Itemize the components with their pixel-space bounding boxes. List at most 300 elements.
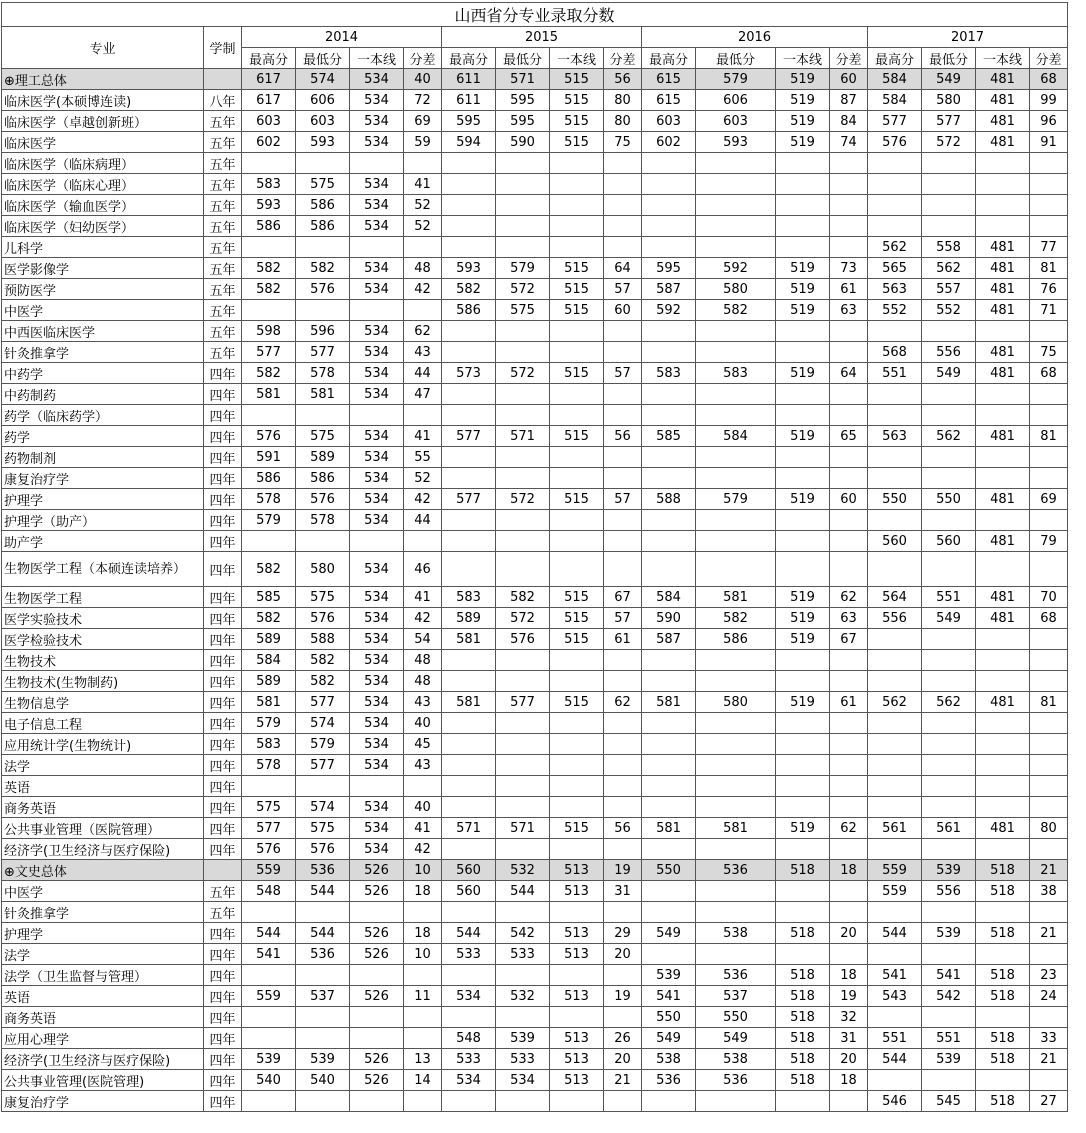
score-cell-2017-score-diff bbox=[1030, 1007, 1068, 1028]
score-cell-2015-max-score: 577 bbox=[442, 489, 496, 510]
score-cell-2014-score-diff: 42 bbox=[404, 608, 442, 629]
score-cell-2015-max-score bbox=[442, 384, 496, 405]
duration-cell: 四年 bbox=[204, 818, 242, 839]
score-cell-2014-max-score: 589 bbox=[242, 671, 296, 692]
score-cell-2016-score-diff: 73 bbox=[830, 258, 868, 279]
score-cell-2014-score-diff: 41 bbox=[404, 818, 442, 839]
duration-cell: 四年 bbox=[204, 552, 242, 587]
score-cell-2015-tier1-line: 513 bbox=[550, 944, 604, 965]
score-cell-2014-score-diff: 10 bbox=[404, 944, 442, 965]
duration-cell: 四年 bbox=[204, 447, 242, 468]
score-cell-2015-max-score: 544 bbox=[442, 923, 496, 944]
score-cell-2015-max-score bbox=[442, 965, 496, 986]
table-row bbox=[2, 881, 1068, 902]
score-cell-2014-max-score bbox=[242, 776, 296, 797]
score-cell-2016-max-score bbox=[642, 776, 696, 797]
duration-cell: 五年 bbox=[204, 300, 242, 321]
metric-header-min-score: 最低分 bbox=[922, 48, 976, 69]
score-cell-2015-max-score bbox=[442, 321, 496, 342]
score-cell-2014-tier1-line: 534 bbox=[350, 258, 404, 279]
score-cell-2016-tier1-line: 518 bbox=[776, 1007, 830, 1028]
score-cell-2015-tier1-line bbox=[550, 902, 604, 923]
duration-cell bbox=[204, 860, 242, 881]
major-cell: 经济学(卫生经济与医疗保险) bbox=[2, 1049, 204, 1070]
score-cell-2016-score-diff bbox=[830, 384, 868, 405]
score-cell-2015-max-score bbox=[442, 531, 496, 552]
score-cell-2014-min-score bbox=[296, 965, 350, 986]
score-cell-2017-tier1-line bbox=[976, 944, 1030, 965]
year-header-2015: 2015 bbox=[442, 27, 642, 48]
score-cell-2017-min-score: 549 bbox=[922, 608, 976, 629]
score-cell-2014-max-score: 576 bbox=[242, 839, 296, 860]
score-cell-2014-min-score: 577 bbox=[296, 342, 350, 363]
score-cell-2017-max-score: 576 bbox=[868, 132, 922, 153]
score-cell-2016-max-score: 590 bbox=[642, 608, 696, 629]
score-cell-2017-score-diff bbox=[1030, 671, 1068, 692]
score-cell-2015-score-diff bbox=[604, 797, 642, 818]
score-cell-2014-min-score: 593 bbox=[296, 132, 350, 153]
score-cell-2016-max-score: 583 bbox=[642, 363, 696, 384]
score-cell-2017-tier1-line: 481 bbox=[976, 258, 1030, 279]
score-cell-2017-max-score: 543 bbox=[868, 986, 922, 1007]
score-cell-2017-max-score: 560 bbox=[868, 531, 922, 552]
metric-header-score-diff: 分差 bbox=[1030, 48, 1068, 69]
score-cell-2014-tier1-line: 534 bbox=[350, 797, 404, 818]
score-cell-2017-tier1-line bbox=[976, 797, 1030, 818]
score-cell-2016-score-diff: 67 bbox=[830, 629, 868, 650]
score-cell-2016-min-score bbox=[696, 153, 776, 174]
score-cell-2016-tier1-line bbox=[776, 384, 830, 405]
score-cell-2014-max-score bbox=[242, 405, 296, 426]
score-cell-2017-max-score bbox=[868, 447, 922, 468]
major-cell: 针灸推拿学 bbox=[2, 902, 204, 923]
score-cell-2016-tier1-line: 518 bbox=[776, 1028, 830, 1049]
score-cell-2014-min-score: 582 bbox=[296, 258, 350, 279]
table-row bbox=[2, 650, 1068, 671]
score-cell-2015-max-score bbox=[442, 237, 496, 258]
score-cell-2017-score-diff: 81 bbox=[1030, 258, 1068, 279]
major-cell: 针灸推拿学 bbox=[2, 342, 204, 363]
score-cell-2017-tier1-line: 481 bbox=[976, 818, 1030, 839]
major-cell: 医学影像学 bbox=[2, 258, 204, 279]
score-cell-2014-tier1-line: 534 bbox=[350, 426, 404, 447]
table-row bbox=[2, 174, 1068, 195]
score-cell-2015-max-score: 583 bbox=[442, 587, 496, 608]
score-cell-2014-tier1-line: 534 bbox=[350, 69, 404, 90]
table-row bbox=[2, 671, 1068, 692]
score-cell-2014-min-score: 586 bbox=[296, 216, 350, 237]
score-cell-2015-min-score: 572 bbox=[496, 363, 550, 384]
score-cell-2016-score-diff: 63 bbox=[830, 300, 868, 321]
score-cell-2015-max-score bbox=[442, 510, 496, 531]
duration-cell: 四年 bbox=[204, 923, 242, 944]
score-cell-2016-min-score bbox=[696, 902, 776, 923]
score-cell-2014-score-diff: 55 bbox=[404, 447, 442, 468]
score-cell-2017-tier1-line bbox=[976, 755, 1030, 776]
score-cell-2017-score-diff: 76 bbox=[1030, 279, 1068, 300]
score-cell-2016-min-score: 582 bbox=[696, 608, 776, 629]
score-cell-2015-max-score: 595 bbox=[442, 111, 496, 132]
score-cell-2014-max-score: 589 bbox=[242, 629, 296, 650]
score-cell-2016-max-score: 539 bbox=[642, 965, 696, 986]
table-row bbox=[2, 216, 1068, 237]
score-cell-2017-max-score bbox=[868, 552, 922, 587]
score-cell-2016-min-score: 583 bbox=[696, 363, 776, 384]
score-cell-2015-min-score bbox=[496, 671, 550, 692]
score-cell-2015-min-score bbox=[496, 839, 550, 860]
score-cell-2014-min-score: 586 bbox=[296, 195, 350, 216]
score-cell-2017-min-score: 580 bbox=[922, 90, 976, 111]
score-cell-2017-score-diff: 21 bbox=[1030, 923, 1068, 944]
score-cell-2014-score-diff: 52 bbox=[404, 468, 442, 489]
score-cell-2016-min-score: 580 bbox=[696, 692, 776, 713]
score-cell-2015-score-diff: 61 bbox=[604, 629, 642, 650]
score-cell-2016-min-score bbox=[696, 552, 776, 587]
score-cell-2014-score-diff bbox=[404, 405, 442, 426]
score-cell-2017-max-score: 562 bbox=[868, 237, 922, 258]
score-cell-2016-score-diff bbox=[830, 216, 868, 237]
duration-cell: 四年 bbox=[204, 384, 242, 405]
score-cell-2017-max-score: 577 bbox=[868, 111, 922, 132]
score-cell-2017-max-score: 584 bbox=[868, 69, 922, 90]
score-cell-2015-max-score bbox=[442, 447, 496, 468]
score-cell-2014-tier1-line bbox=[350, 1028, 404, 1049]
score-cell-2014-max-score: 583 bbox=[242, 734, 296, 755]
score-cell-2016-tier1-line bbox=[776, 734, 830, 755]
score-cell-2016-max-score bbox=[642, 531, 696, 552]
score-cell-2014-min-score bbox=[296, 902, 350, 923]
score-cell-2016-score-diff bbox=[830, 776, 868, 797]
score-cell-2015-max-score: 589 bbox=[442, 608, 496, 629]
major-cell: 法学（卫生监督与管理） bbox=[2, 965, 204, 986]
score-cell-2015-min-score: 595 bbox=[496, 111, 550, 132]
score-cell-2014-max-score: 578 bbox=[242, 489, 296, 510]
score-cell-2015-max-score: 593 bbox=[442, 258, 496, 279]
score-cell-2017-score-diff bbox=[1030, 153, 1068, 174]
score-cell-2017-max-score bbox=[868, 174, 922, 195]
score-cell-2017-score-diff: 80 bbox=[1030, 818, 1068, 839]
score-cell-2014-min-score bbox=[296, 531, 350, 552]
score-cell-2017-score-diff bbox=[1030, 216, 1068, 237]
score-cell-2017-score-diff: 21 bbox=[1030, 860, 1068, 881]
score-cell-2016-tier1-line: 519 bbox=[776, 111, 830, 132]
score-cell-2017-max-score: 564 bbox=[868, 587, 922, 608]
score-cell-2015-min-score bbox=[496, 447, 550, 468]
table-row bbox=[2, 342, 1068, 363]
score-cell-2017-max-score bbox=[868, 1007, 922, 1028]
score-cell-2015-tier1-line bbox=[550, 531, 604, 552]
score-cell-2017-score-diff: 68 bbox=[1030, 363, 1068, 384]
major-cell: 商务英语 bbox=[2, 1007, 204, 1028]
score-cell-2015-tier1-line: 515 bbox=[550, 818, 604, 839]
score-cell-2016-tier1-line bbox=[776, 342, 830, 363]
duration-cell: 四年 bbox=[204, 405, 242, 426]
score-cell-2016-score-diff bbox=[830, 174, 868, 195]
score-cell-2014-max-score: 602 bbox=[242, 132, 296, 153]
score-cell-2015-tier1-line: 515 bbox=[550, 629, 604, 650]
score-cell-2014-max-score: 585 bbox=[242, 587, 296, 608]
duration-cell: 四年 bbox=[204, 944, 242, 965]
score-cell-2014-max-score: 582 bbox=[242, 552, 296, 587]
score-cell-2014-tier1-line: 526 bbox=[350, 944, 404, 965]
score-cell-2015-max-score bbox=[442, 797, 496, 818]
duration-cell: 五年 bbox=[204, 321, 242, 342]
score-cell-2014-score-diff: 43 bbox=[404, 342, 442, 363]
major-cell: 中医学 bbox=[2, 881, 204, 902]
duration-cell: 五年 bbox=[204, 174, 242, 195]
score-cell-2015-min-score: 572 bbox=[496, 279, 550, 300]
score-cell-2015-max-score: 548 bbox=[442, 1028, 496, 1049]
score-cell-2016-min-score: 536 bbox=[696, 860, 776, 881]
score-cell-2014-score-diff: 10 bbox=[404, 860, 442, 881]
table-row bbox=[2, 1028, 1068, 1049]
score-cell-2017-tier1-line bbox=[976, 902, 1030, 923]
score-cell-2015-score-diff: 57 bbox=[604, 608, 642, 629]
table-row bbox=[2, 489, 1068, 510]
score-cell-2017-tier1-line: 481 bbox=[976, 342, 1030, 363]
score-cell-2014-score-diff bbox=[404, 1028, 442, 1049]
score-cell-2015-min-score: 533 bbox=[496, 944, 550, 965]
score-cell-2015-tier1-line bbox=[550, 342, 604, 363]
score-cell-2016-max-score: 587 bbox=[642, 629, 696, 650]
metric-header-tier1-line: 一本线 bbox=[550, 48, 604, 69]
major-cell: 生物医学工程（本硕连读培养） bbox=[2, 552, 204, 587]
score-cell-2015-score-diff: 20 bbox=[604, 1049, 642, 1070]
score-cell-2016-score-diff bbox=[830, 195, 868, 216]
score-cell-2016-min-score: 536 bbox=[696, 965, 776, 986]
metric-header-tier1-line: 一本线 bbox=[776, 48, 830, 69]
score-cell-2015-score-diff bbox=[604, 447, 642, 468]
score-cell-2017-tier1-line: 518 bbox=[976, 923, 1030, 944]
score-cell-2015-tier1-line: 513 bbox=[550, 1049, 604, 1070]
score-cell-2017-tier1-line bbox=[976, 671, 1030, 692]
score-cell-2015-score-diff bbox=[604, 237, 642, 258]
score-cell-2016-max-score bbox=[642, 713, 696, 734]
score-cell-2015-tier1-line: 513 bbox=[550, 860, 604, 881]
score-cell-2015-max-score: 571 bbox=[442, 818, 496, 839]
score-cell-2017-tier1-line bbox=[976, 1070, 1030, 1091]
score-cell-2015-min-score bbox=[496, 468, 550, 489]
major-cell: 临床医学（妇幼医学） bbox=[2, 216, 204, 237]
score-cell-2016-score-diff: 74 bbox=[830, 132, 868, 153]
score-cell-2015-min-score: 534 bbox=[496, 1070, 550, 1091]
score-cell-2016-min-score: 586 bbox=[696, 629, 776, 650]
score-cell-2014-tier1-line: 534 bbox=[350, 342, 404, 363]
score-cell-2014-score-diff bbox=[404, 1007, 442, 1028]
score-cell-2016-max-score: 550 bbox=[642, 860, 696, 881]
score-cell-2017-score-diff: 81 bbox=[1030, 692, 1068, 713]
score-cell-2017-score-diff bbox=[1030, 321, 1068, 342]
score-cell-2017-score-diff bbox=[1030, 510, 1068, 531]
major-cell: 护理学（助产） bbox=[2, 510, 204, 531]
score-cell-2016-tier1-line: 519 bbox=[776, 279, 830, 300]
score-cell-2016-score-diff: 62 bbox=[830, 818, 868, 839]
duration-cell: 四年 bbox=[204, 510, 242, 531]
duration-cell: 四年 bbox=[204, 1091, 242, 1112]
table-row bbox=[2, 384, 1068, 405]
score-cell-2016-min-score bbox=[696, 734, 776, 755]
score-cell-2017-score-diff bbox=[1030, 734, 1068, 755]
score-cell-2016-score-diff: 18 bbox=[830, 860, 868, 881]
duration-cell: 五年 bbox=[204, 902, 242, 923]
score-cell-2015-tier1-line bbox=[550, 776, 604, 797]
score-cell-2017-score-diff bbox=[1030, 650, 1068, 671]
score-cell-2014-tier1-line: 534 bbox=[350, 818, 404, 839]
score-cell-2017-tier1-line: 518 bbox=[976, 1049, 1030, 1070]
score-cell-2016-tier1-line: 519 bbox=[776, 587, 830, 608]
score-cell-2017-tier1-line: 481 bbox=[976, 587, 1030, 608]
score-cell-2014-min-score: 577 bbox=[296, 692, 350, 713]
score-cell-2015-tier1-line: 515 bbox=[550, 111, 604, 132]
duration-cell: 五年 bbox=[204, 153, 242, 174]
score-cell-2014-score-diff: 48 bbox=[404, 258, 442, 279]
score-cell-2016-score-diff bbox=[830, 552, 868, 587]
score-cell-2014-max-score: 541 bbox=[242, 944, 296, 965]
score-cell-2016-max-score: 595 bbox=[642, 258, 696, 279]
score-cell-2017-score-diff bbox=[1030, 405, 1068, 426]
score-cell-2017-min-score: 539 bbox=[922, 860, 976, 881]
score-cell-2017-tier1-line bbox=[976, 510, 1030, 531]
score-cell-2017-tier1-line: 481 bbox=[976, 237, 1030, 258]
score-cell-2017-min-score: 572 bbox=[922, 132, 976, 153]
duration-cell: 四年 bbox=[204, 839, 242, 860]
score-cell-2015-tier1-line bbox=[550, 174, 604, 195]
score-cell-2017-max-score: 559 bbox=[868, 881, 922, 902]
score-cell-2014-min-score: 582 bbox=[296, 650, 350, 671]
score-cell-2016-score-diff bbox=[830, 797, 868, 818]
score-cell-2014-min-score: 582 bbox=[296, 671, 350, 692]
major-cell: 中药制药 bbox=[2, 384, 204, 405]
score-cell-2015-max-score: 533 bbox=[442, 1049, 496, 1070]
score-cell-2014-max-score bbox=[242, 531, 296, 552]
score-cell-2014-tier1-line bbox=[350, 300, 404, 321]
score-cell-2016-max-score bbox=[642, 321, 696, 342]
score-cell-2016-min-score bbox=[696, 1091, 776, 1112]
table-row bbox=[2, 755, 1068, 776]
score-cell-2017-score-diff: 69 bbox=[1030, 489, 1068, 510]
score-cell-2014-min-score bbox=[296, 405, 350, 426]
score-cell-2015-tier1-line bbox=[550, 153, 604, 174]
table-row bbox=[2, 818, 1068, 839]
score-cell-2016-tier1-line bbox=[776, 881, 830, 902]
score-cell-2017-tier1-line: 481 bbox=[976, 132, 1030, 153]
score-cell-2016-min-score bbox=[696, 713, 776, 734]
score-cell-2016-min-score: 549 bbox=[696, 1028, 776, 1049]
score-cell-2014-min-score: 576 bbox=[296, 489, 350, 510]
score-cell-2016-score-diff: 87 bbox=[830, 90, 868, 111]
score-cell-2014-max-score: 583 bbox=[242, 174, 296, 195]
score-cell-2016-score-diff: 60 bbox=[830, 69, 868, 90]
score-cell-2017-score-diff bbox=[1030, 1070, 1068, 1091]
score-cell-2014-min-score: 580 bbox=[296, 552, 350, 587]
score-cell-2014-score-diff: 43 bbox=[404, 755, 442, 776]
score-cell-2014-score-diff bbox=[404, 531, 442, 552]
score-cell-2016-max-score: 550 bbox=[642, 1007, 696, 1028]
score-cell-2015-score-diff bbox=[604, 902, 642, 923]
score-cell-2014-max-score: 578 bbox=[242, 755, 296, 776]
table-row bbox=[2, 944, 1068, 965]
table-row bbox=[2, 258, 1068, 279]
score-cell-2015-max-score bbox=[442, 650, 496, 671]
score-cell-2014-tier1-line: 534 bbox=[350, 839, 404, 860]
score-cell-2016-tier1-line bbox=[776, 552, 830, 587]
score-cell-2015-tier1-line bbox=[550, 734, 604, 755]
duration-cell: 四年 bbox=[204, 1028, 242, 1049]
score-cell-2017-tier1-line bbox=[976, 650, 1030, 671]
score-cell-2015-max-score bbox=[442, 216, 496, 237]
score-cell-2016-min-score bbox=[696, 776, 776, 797]
score-cell-2016-score-diff: 65 bbox=[830, 426, 868, 447]
score-cell-2015-tier1-line bbox=[550, 755, 604, 776]
score-cell-2017-score-diff: 68 bbox=[1030, 608, 1068, 629]
score-cell-2014-tier1-line bbox=[350, 1007, 404, 1028]
duration-cell: 四年 bbox=[204, 531, 242, 552]
score-cell-2017-score-diff: 91 bbox=[1030, 132, 1068, 153]
score-cell-2016-max-score: 615 bbox=[642, 90, 696, 111]
score-cell-2017-min-score bbox=[922, 510, 976, 531]
score-cell-2016-max-score bbox=[642, 468, 696, 489]
score-cell-2017-tier1-line: 481 bbox=[976, 608, 1030, 629]
score-cell-2015-tier1-line: 515 bbox=[550, 300, 604, 321]
score-cell-2017-max-score bbox=[868, 1070, 922, 1091]
score-cell-2015-tier1-line: 515 bbox=[550, 489, 604, 510]
score-cell-2014-tier1-line: 534 bbox=[350, 692, 404, 713]
score-cell-2016-max-score: 581 bbox=[642, 818, 696, 839]
score-cell-2017-score-diff bbox=[1030, 384, 1068, 405]
score-cell-2015-score-diff bbox=[604, 153, 642, 174]
score-cell-2015-min-score: 571 bbox=[496, 426, 550, 447]
score-cell-2017-score-diff bbox=[1030, 944, 1068, 965]
score-cell-2015-score-diff: 60 bbox=[604, 300, 642, 321]
score-cell-2014-score-diff: 18 bbox=[404, 881, 442, 902]
major-cell: 临床医学（临床心理） bbox=[2, 174, 204, 195]
score-cell-2017-min-score: 549 bbox=[922, 69, 976, 90]
score-cell-2017-tier1-line bbox=[976, 776, 1030, 797]
score-cell-2014-tier1-line: 534 bbox=[350, 174, 404, 195]
score-cell-2016-max-score: 541 bbox=[642, 986, 696, 1007]
score-cell-2017-min-score bbox=[922, 405, 976, 426]
score-cell-2016-score-diff bbox=[830, 713, 868, 734]
score-cell-2017-min-score bbox=[922, 552, 976, 587]
score-cell-2016-max-score: 549 bbox=[642, 923, 696, 944]
score-cell-2015-score-diff: 57 bbox=[604, 489, 642, 510]
score-cell-2014-tier1-line: 534 bbox=[350, 629, 404, 650]
score-cell-2015-tier1-line bbox=[550, 468, 604, 489]
score-cell-2017-max-score bbox=[868, 650, 922, 671]
table-row bbox=[2, 300, 1068, 321]
score-cell-2015-score-diff: 57 bbox=[604, 363, 642, 384]
score-cell-2016-min-score: 584 bbox=[696, 426, 776, 447]
major-cell: 公共事业管理(医院管理) bbox=[2, 1070, 204, 1091]
score-cell-2014-score-diff bbox=[404, 1091, 442, 1112]
score-cell-2015-tier1-line: 515 bbox=[550, 363, 604, 384]
table-row bbox=[2, 426, 1068, 447]
score-cell-2016-max-score bbox=[642, 881, 696, 902]
score-cell-2017-max-score bbox=[868, 629, 922, 650]
score-cell-2016-min-score bbox=[696, 468, 776, 489]
score-cell-2014-max-score: 582 bbox=[242, 258, 296, 279]
score-cell-2017-max-score: 565 bbox=[868, 258, 922, 279]
metric-header-min-score: 最低分 bbox=[296, 48, 350, 69]
score-cell-2016-score-diff bbox=[830, 944, 868, 965]
major-cell: 护理学 bbox=[2, 489, 204, 510]
score-cell-2017-max-score: 544 bbox=[868, 1049, 922, 1070]
duration-cell: 四年 bbox=[204, 650, 242, 671]
score-cell-2014-min-score bbox=[296, 237, 350, 258]
score-cell-2014-score-diff: 54 bbox=[404, 629, 442, 650]
score-cell-2014-max-score: 581 bbox=[242, 384, 296, 405]
score-cell-2016-min-score: 581 bbox=[696, 587, 776, 608]
